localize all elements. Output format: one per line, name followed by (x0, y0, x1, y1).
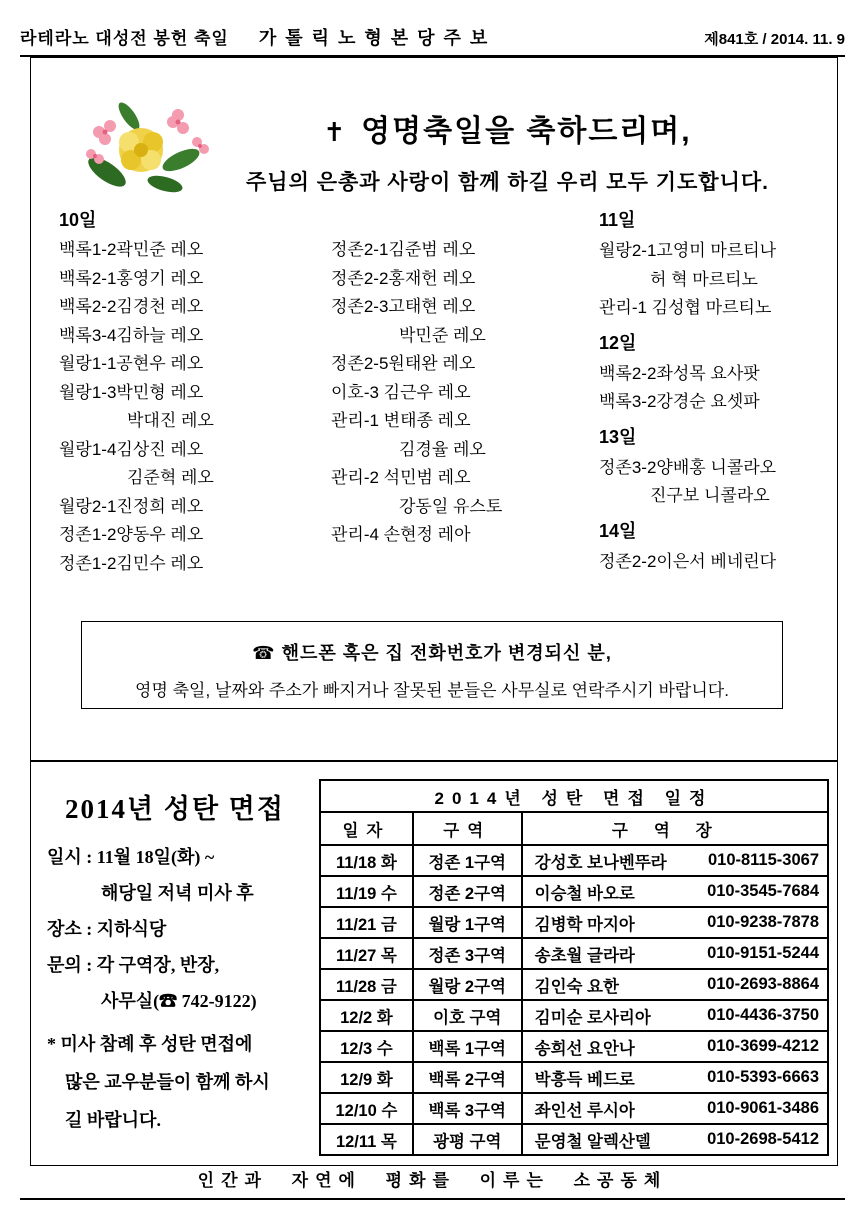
schedule-district: 백록 1구역 (413, 1031, 522, 1062)
name-entry: 강동일 유스토 (331, 496, 503, 516)
interview-note-line: 많은 교우분들이 함께 하시 (47, 1072, 270, 1092)
schedule-district: 정존 2구역 (413, 876, 522, 907)
schedule-leader-wrap (523, 1066, 827, 1090)
schedule-row (320, 1062, 828, 1093)
name-entry: 허 혁 마르티노 (599, 269, 758, 289)
interview-detail-line: 해당일 저녁 미사 후 (47, 883, 254, 903)
day-label-13: 13일 (599, 426, 637, 447)
schedule-district: 월랑 2구역 (413, 969, 522, 1000)
schedule-row (320, 1093, 828, 1124)
schedule-date: 11/21 금 (320, 907, 413, 938)
greeting-subtitle: 주님의 은총과 사랑이 함께 하길 우리 모두 기도합니다. (246, 171, 769, 194)
interview-schedule-table (319, 779, 829, 1156)
contact-notice-box (81, 621, 783, 709)
day-label-14: 14일 (599, 520, 637, 541)
leader-phone: 010-2698-5412 (707, 1130, 819, 1148)
notice-line-2: 영명 축일, 날짜와 주소가 빠지거나 잘못된 분들은 사무실로 연락주시기 바랍니다. (135, 681, 729, 700)
interview-title: 2014년 성탄 면접 (65, 794, 285, 824)
leader-name: 강성호 보나벤뚜라 (534, 853, 667, 872)
interview-detail-line: 문의 : 각 구역장, 반장, (47, 955, 220, 975)
schedule-title-row (320, 780, 828, 812)
name-entry: 월랑1-4김상진 레오 (59, 439, 204, 459)
name-entry: 정존2-3고태현 레오 (331, 297, 476, 316)
name-entry: 정존3-2양배홍 니콜라오 (599, 457, 777, 477)
schedule-row (320, 1031, 828, 1062)
day-group-13 (599, 421, 776, 511)
name-entry: 월랑2-1진정희 레오 (59, 496, 204, 516)
schedule-table-head (320, 780, 828, 845)
interview-note (47, 1025, 270, 1139)
greeting-title-text: 영명축일을 축하드리며, (361, 115, 692, 148)
schedule-table-title: 2014년 성탄 면접 일정 (320, 780, 828, 812)
schedule-date: 11/27 목 (320, 938, 413, 969)
day-group-14 (599, 515, 776, 577)
name-list-left (59, 236, 214, 578)
parish-bulletin-name: 가톨릭노형본당주보 (258, 28, 497, 48)
schedule-row (320, 1124, 828, 1155)
name-entry: 김경율 레오 (331, 439, 486, 459)
schedule-row (320, 1000, 828, 1031)
schedule-district: 정존 1구역 (413, 845, 522, 876)
name-entry: 관리-4 손현정 레아 (331, 525, 471, 544)
name-entry: 관리-1 김성협 마르티노 (599, 298, 772, 317)
leader-name: 박흥득 베드로 (534, 1070, 635, 1089)
schedule-leader-wrap (523, 880, 827, 904)
schedule-row (320, 845, 828, 876)
leader-name: 송초월 글라라 (534, 946, 635, 965)
name-entry: 정존2-5원태완 레오 (331, 354, 476, 373)
name-entry: 백록1-2곽민준 레오 (59, 240, 204, 259)
name-entry: 정존2-2홍재헌 레오 (331, 268, 476, 288)
name-entry: 월랑2-1고영미 마르티나 (599, 241, 777, 260)
schedule-row (320, 907, 828, 938)
schedule-leader-wrap (523, 1097, 827, 1121)
schedule-leader-cell (522, 845, 828, 876)
leader-name: 좌인선 루시아 (534, 1101, 635, 1120)
schedule-leader-wrap (523, 973, 827, 997)
name-entry: 이호-3 김근우 레오 (331, 382, 471, 402)
cross-icon: ✝ (323, 117, 348, 147)
schedule-leader-cell (522, 907, 828, 938)
interview-detail-line: 일시 : 11월 18일(화) ~ (47, 847, 215, 867)
day-label-12: 12일 (599, 332, 637, 353)
footer-motto: 인간과 자연에 평화를 이루는 소공동체 (20, 1166, 845, 1200)
name-entry: 백록2-1홍영기 레오 (59, 268, 204, 288)
schedule-date: 12/2 화 (320, 1000, 413, 1031)
leader-phone: 010-4436-3750 (707, 1006, 819, 1024)
schedule-leader-wrap (523, 942, 827, 966)
header-date: 일자 (320, 812, 413, 845)
name-entry: 월랑1-3박민형 레오 (59, 382, 204, 402)
schedule-district: 백록 2구역 (413, 1062, 522, 1093)
name-entry: 진구보 니콜라오 (599, 486, 770, 505)
masthead (20, 24, 845, 57)
schedule-district: 백록 3구역 (413, 1093, 522, 1124)
schedule-date: 12/3 수 (320, 1031, 413, 1062)
notice-line-1-text: 핸드폰 혹은 집 전화번호가 변경되신 분, (281, 643, 612, 663)
name-list-11 (599, 237, 776, 323)
schedule-leader-wrap (523, 1128, 827, 1152)
schedule-leader-cell (522, 1124, 828, 1155)
leader-phone: 010-9061-3486 (707, 1099, 819, 1117)
day-group-12 (599, 327, 776, 417)
leader-name: 이승철 바오로 (534, 884, 635, 903)
interview-details (47, 839, 257, 1019)
schedule-row (320, 969, 828, 1000)
name-entry: 관리-1 변태종 레오 (331, 411, 471, 430)
name-list-14 (599, 548, 776, 577)
name-entry: 정존2-1김준범 레오 (331, 240, 476, 259)
name-column-right (599, 204, 776, 576)
schedule-leader-wrap (523, 1004, 827, 1028)
schedule-date: 11/19 수 (320, 876, 413, 907)
header-leader: 구역장 (522, 812, 828, 845)
interview-detail-line: 장소 : 지하식당 (47, 919, 167, 939)
notice-line-1 (82, 639, 782, 665)
schedule-leader-cell (522, 1093, 828, 1124)
schedule-date: 11/18 화 (320, 845, 413, 876)
schedule-date: 12/11 목 (320, 1124, 413, 1155)
header-district: 구역 (413, 812, 522, 845)
schedule-district: 정존 3구역 (413, 938, 522, 969)
schedule-date: 12/9 화 (320, 1062, 413, 1093)
name-entry: 관리-2 석민범 레오 (331, 468, 471, 487)
greeting-title (186, 106, 829, 150)
name-list-12 (599, 360, 776, 417)
schedule-district: 월랑 1구역 (413, 907, 522, 938)
name-entry: 백록2-2좌성목 요사팟 (599, 363, 760, 383)
leader-phone: 010-9151-5244 (707, 944, 819, 962)
schedule-district: 광평 구역 (413, 1124, 522, 1155)
schedule-leader-cell (522, 969, 828, 1000)
feast-day-section (30, 57, 838, 762)
schedule-date: 12/10 수 (320, 1093, 413, 1124)
name-entry: 정존1-2김민수 레오 (59, 553, 204, 573)
interview-note-line: * 미사 참례 후 성탄 면접에 (47, 1034, 253, 1054)
schedule-leader-cell (522, 1031, 828, 1062)
schedule-date: 11/28 금 (320, 969, 413, 1000)
leader-name: 김인숙 요한 (534, 977, 619, 996)
day-label-10: 10일 (59, 210, 97, 230)
schedule-leader-wrap (523, 1035, 827, 1059)
schedule-leader-wrap (523, 849, 827, 873)
schedule-leader-wrap (523, 911, 827, 935)
schedule-row (320, 938, 828, 969)
leader-phone: 010-3699-4212 (707, 1037, 819, 1055)
leader-phone: 010-8115-3067 (707, 851, 819, 869)
interview-detail-line: 사무실(☎ 742-9122) (47, 991, 257, 1011)
greeting-block (186, 106, 829, 196)
leader-phone: 010-5393-6663 (707, 1068, 819, 1086)
name-entry: 박대진 레오 (59, 411, 214, 430)
leader-name: 김병학 마지아 (534, 915, 635, 934)
schedule-leader-cell (522, 1062, 828, 1093)
name-column-middle (331, 236, 502, 550)
name-entry: 백록2-2김경천 레오 (59, 297, 204, 316)
schedule-row (320, 876, 828, 907)
leader-name: 김미순 로사리아 (534, 1008, 651, 1027)
schedule-header-row (320, 812, 828, 845)
name-list-middle (331, 236, 502, 550)
schedule-district: 이호 구역 (413, 1000, 522, 1031)
schedule-table-body (320, 845, 828, 1155)
leader-phone: 010-2693-8864 (707, 975, 819, 993)
schedule-leader-cell (522, 1000, 828, 1031)
name-entry: 정존1-2양동우 레오 (59, 525, 204, 544)
day-label-11: 11일 (599, 210, 636, 230)
name-column-left (59, 204, 214, 578)
name-entry: 백록3-2강경순 요셋파 (599, 392, 760, 411)
name-list-13 (599, 454, 776, 511)
leader-name: 문영철 알렉산델 (534, 1132, 651, 1151)
interview-note-line: 길 바랍니다. (47, 1110, 161, 1130)
leader-phone: 010-9238-7878 (707, 913, 819, 931)
name-entry: 김준혁 레오 (59, 468, 214, 487)
phone-icon: ☎ (252, 643, 276, 663)
christmas-interview-section (30, 760, 838, 1166)
name-entry: 정존2-2이은서 베네린다 (599, 551, 777, 571)
schedule-leader-cell (522, 938, 828, 969)
schedule-leader-cell (522, 876, 828, 907)
name-entry: 월랑1-1공현우 레오 (59, 354, 204, 373)
feast-day-title: 라테라노 대성전 봉헌 축일 (20, 29, 229, 48)
day-group-11 (599, 204, 776, 323)
name-entry: 박민준 레오 (331, 325, 486, 345)
issue-number-date: 제841호 / 2014. 11. 9 (704, 31, 845, 48)
leader-phone: 010-3545-7684 (707, 882, 819, 900)
name-entry: 백록3-4김하늘 레오 (59, 325, 204, 345)
leader-name: 송희선 요안나 (534, 1039, 635, 1058)
